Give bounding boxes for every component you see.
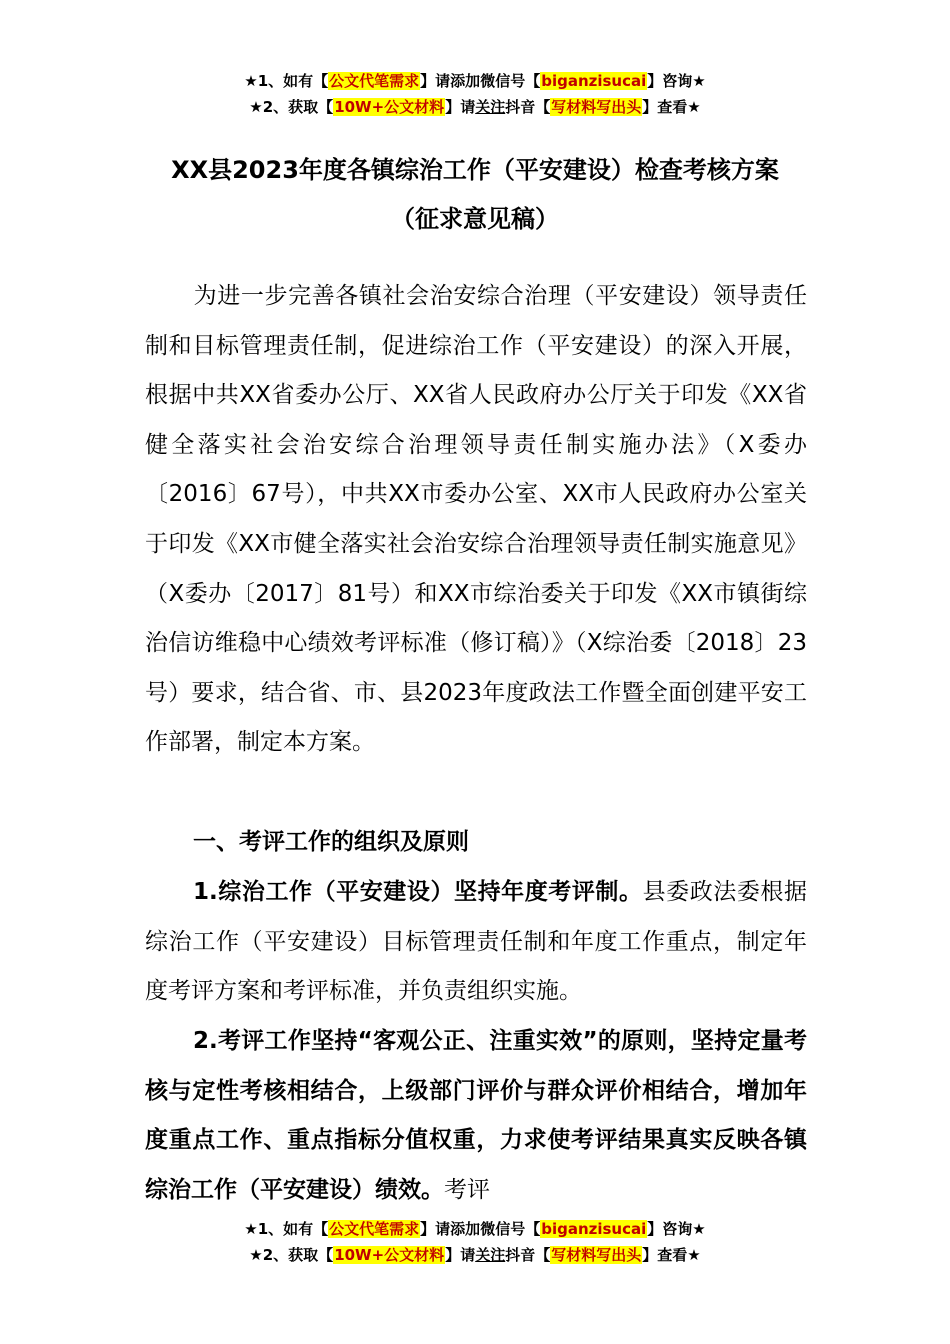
promo-text: ★2、获取【 — [249, 1246, 334, 1264]
promo-highlight: 公文代笔需求 — [329, 1220, 420, 1238]
promo-highlight-douyin: 写材料写出头 — [551, 98, 642, 116]
promo-line-2 — [0, 1242, 950, 1268]
intro-paragraph — [145, 272, 807, 768]
promo-line-1 — [0, 68, 950, 94]
item-1-text: 县委政法委根据综治工作（平安建设）目标管理责任制和年度工作重点，制定年度考评方案和考评标准，并负责组织实施。 — [145, 879, 807, 1005]
promo-line-1 — [0, 1216, 950, 1242]
promo-text: 】咨询★ — [647, 72, 706, 90]
promo-highlight-douyin: 写材料写出头 — [551, 1246, 642, 1264]
promo-text: 】咨询★ — [647, 1220, 706, 1238]
item-2-text: 考评 — [444, 1176, 490, 1203]
section-heading — [193, 818, 469, 868]
promo-text: ★1、如有【 — [244, 72, 329, 90]
bottom-promo-banner — [0, 1216, 950, 1268]
promo-text: 抖音【 — [505, 98, 551, 116]
promo-emphasis: 关注 — [475, 1246, 506, 1264]
title-line-1: XX县2023年度各镇综治工作（平安建设）检查考核方案 — [171, 156, 779, 184]
top-promo-banner — [0, 68, 950, 120]
item-1-paragraph — [145, 868, 807, 1017]
promo-text: 微信号【 — [480, 1220, 541, 1238]
title-line-2: （征求意见稿） — [391, 205, 559, 233]
promo-line-2 — [0, 94, 950, 120]
promo-text: 】请 — [445, 98, 476, 116]
promo-highlight-wechat: biganzisucai — [541, 1220, 647, 1238]
promo-highlight: 公文代笔需求 — [329, 72, 420, 90]
promo-text: 微信号【 — [480, 72, 541, 90]
document-title — [0, 147, 950, 193]
promo-text: 抖音【 — [505, 1246, 551, 1264]
promo-text: ★2、获取【 — [249, 98, 334, 116]
promo-text: 】查看★ — [642, 98, 701, 116]
intro-text: 为进一步完善各镇社会治安综合治理（平安建设）领导责任制和目标管理责任制，促进综治工作（平安建设）的深入开展，根据中共XX省委办公厅、XX省人民政府办公厅关于印发《XX省健全落实社会治安综合治理领导责任制实施办法》（X委办〔2016〕67号），中共XX市委办公室、XX市人民政府办公室关于印发《XX市健全落实社会治安综合治理领导责任制实施意见》（X委办〔2017〕81号）和XX市综治委关于印发《XX市镇街综治信访维稳中心绩效考评标准（修订稿）》（X综治委〔2018〕23号）要求，结合省、市、县2023年度政法工作暨全面创建平安工作部署，制定本方案。 — [145, 283, 807, 756]
document-subtitle — [0, 196, 950, 242]
promo-text: 】请添加 — [420, 72, 481, 90]
promo-highlight: 10W+公文材料 — [334, 98, 445, 116]
section-heading-text: 一、考评工作的组织及原则 — [193, 829, 469, 855]
promo-text: 】查看★ — [642, 1246, 701, 1264]
promo-text: 】请添加 — [420, 1220, 481, 1238]
promo-emphasis: 关注 — [475, 98, 506, 116]
item-2-paragraph — [145, 1017, 807, 1215]
item-1-lead: 1.综治工作（平安建设）坚持年度考评制。 — [193, 879, 643, 905]
promo-highlight-wechat: biganzisucai — [541, 72, 647, 90]
item-2-lead: 2.考评工作坚持“客观公正、注重实效”的原则，坚持定量考核与定性考核相结合，上级部门评价与群众评价相结合，增加年度重点工作、重点指标分值权重，力求使考评结果真实反映各镇综治工作（平安建设）绩效。 — [145, 1028, 807, 1203]
promo-highlight: 10W+公文材料 — [334, 1246, 445, 1264]
promo-text: ★1、如有【 — [244, 1220, 329, 1238]
promo-text: 】请 — [445, 1246, 476, 1264]
